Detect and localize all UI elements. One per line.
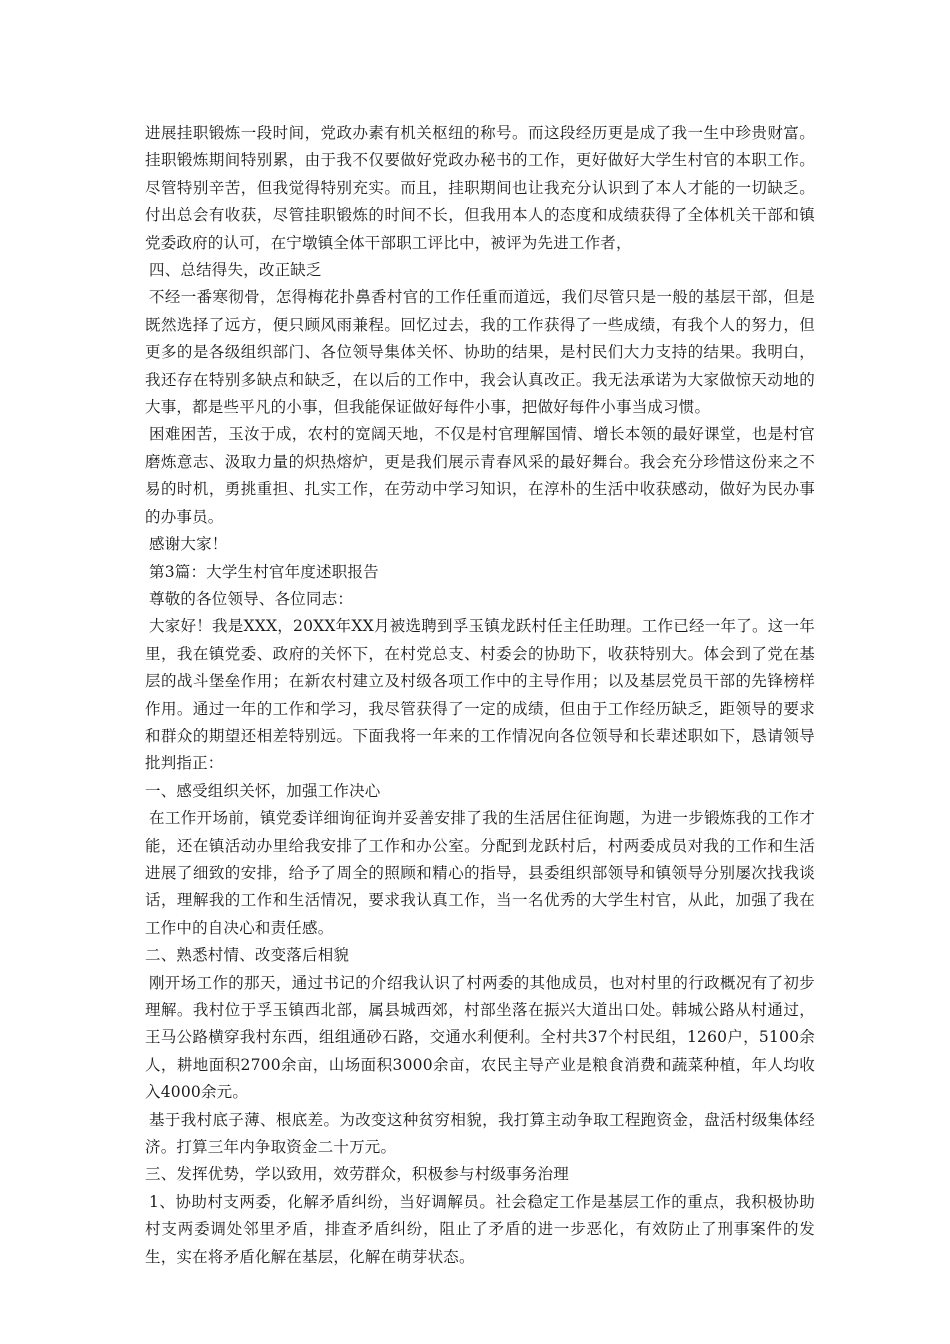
paragraph-economic-plan: 基于我村底子薄、根底差。为改变这种贫穷相貌，我打算主动争取工程跑资金，盘活村级集体经济。打算三年内争取资金二十万元。 bbox=[145, 1110, 815, 1157]
paragraph-commitment: 困难困苦，玉汝于成，农村的宽阔天地，不仅是村官理解国情、增长本领的最好课堂，也是村官磨炼意志、汲取力量的炽热熔炉，更是我们展示青春风采的最好舞台。我会充分珍惜这份来之不易的时机，勇挑重担、扎实工作，在劳动中学习知识，在淳朴的生活中收获感动，做好为民办事的办事员。 bbox=[145, 425, 815, 526]
paragraph-introduction: 大家好！我是XXX，20XX年XX月被选聘到孚玉镇龙跃村任主任助理。工作已经一年了。这一年里，我在镇党委、政府的关怀下，在村党总支、村委会的协助下，收获特别大。体会到了党在基层的战斗堡垒作用；在新农村建立及村级各项工作中的主导作用；以及基层党员干部的先锋榜样作用。通过一年的工作和学习，我尽管获得了一定的成绩，但由于工作经历缺乏，距领导的要求和群众的期望还相差特别远。下面我将一年来的工作情况向各位领导和长辈述职如下，恳请领导批判指正： bbox=[145, 617, 815, 773]
paragraph-thanks: 感谢大家！ bbox=[149, 535, 228, 554]
paragraph-mediation: 1、协助村支两委，化解矛盾纠纷，当好调解员。社会稳定工作是基层工作的重点，我积极协助村支两委调处邻里矛盾，排查矛盾纠纷，阻止了矛盾的进一步恶化，有效防止了刑事案件的发生，实在将矛盾化解在基层，化解在萌芽状态。 bbox=[145, 1192, 815, 1266]
heading-section-one: 一、感受组织关怀，加强工作决心 bbox=[145, 781, 381, 800]
heading-section-two: 二、熟悉村情、改变落后相貌 bbox=[145, 946, 350, 965]
paragraph-job-experience: 进展挂职锻炼一段时间，党政办素有机关枢纽的称号。而这段经历更是成了我一生中珍贵财富。挂职锻炼期间特别累，由于我不仅要做好党政办秘书的工作，更好做好大学生村官的本职工作。尽管特别辛苦，但我觉得特别充实。而且，挂职期间也让我充分认识到了本人才能的一切缺乏。付出总会有收获，尽管挂职锻炼的时间不长，但我用本人的态度和成绩获得了全体机关干部和镇党委政府的认可，在宁墩镇全体干部职工评比中，被评为先进工作者， bbox=[145, 124, 815, 252]
document-body bbox=[145, 120, 815, 1271]
heading-article-three: 第3篇：大学生村官年度述职报告 bbox=[149, 562, 379, 581]
heading-section-four: 四、总结得失，改正缺乏 bbox=[149, 261, 322, 280]
heading-section-three: 三、发挥优势，学以致用，效劳群众，积极参与村级事务治理 bbox=[145, 1165, 569, 1184]
paragraph-organization-care: 在工作开场前，镇党委详细询征询并妥善安排了我的生活居住征询题，为进一步锻炼我的工作才能，还在镇活动办里给我安排了工作和办公室。分配到龙跃村后，村两委成员对我的工作和生活进展了细致的安排，给予了周全的照顾和精心的指导，县委组织部领导和镇领导分别屡次找我谈话，理解我的工作和生活情况，要求我认真工作，当一名优秀的大学生村官，从此，加强了我在工作中的自决心和责任感。 bbox=[145, 809, 815, 937]
paragraph-reflection: 不经一番寒彻骨，怎得梅花扑鼻香村官的工作任重而道远，我们尽管只是一般的基层干部，但是既然选择了远方，便只顾风雨兼程。回忆过去，我的工作获得了一些成绩，有我个人的努力，但更多的是各级组织部门、各位领导集体关怀、协助的结果，是村民们大力支持的结果。我明白，我还存在特别多缺点和缺乏，在以后的工作中，我会认真改正。我无法承诺为大家做惊天动地的大事，都是些平凡的小事，但我能保证做好每件小事，把做好每件小事当成习惯。 bbox=[145, 288, 815, 417]
paragraph-village-overview: 刚开场工作的那天，通过书记的介绍我认识了村两委的其他成员，也对村里的行政概况有了初步理解。我村位于孚玉镇西北部，属县城西郊，村部坐落在振兴大道出口处。韩城公路从村通过，王马公路横穿我村东西，组组通砂石路，交通水利便利。全村共37个村民组，1260户，5100余人，耕地面积2700余亩，山场面积3000余亩，农民主导产业是粮食消费和蔬菜种植，年人均收入4000余元。 bbox=[145, 973, 815, 1102]
paragraph-salutation: 尊敬的各位领导、各位同志： bbox=[149, 589, 354, 608]
